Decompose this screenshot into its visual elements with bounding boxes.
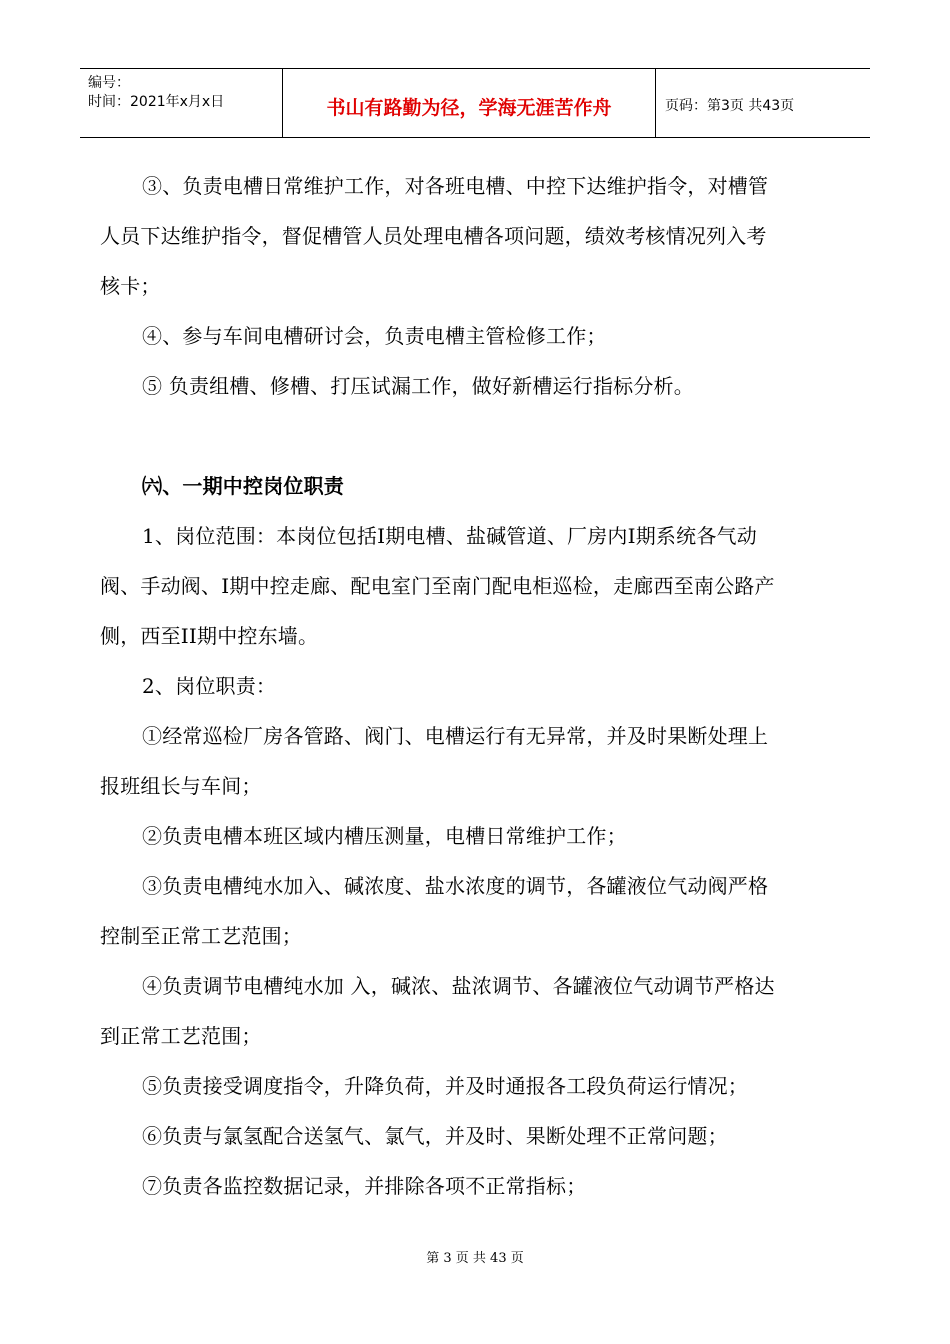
body-line: ③负责电槽纯水加入、碱浓度、盐水浓度的调节，各罐液位气动阀严格 [142,874,769,898]
body-line: 报班组长与车间； [100,774,262,798]
body-line: ①经常巡检厂房各管路、阀门、电槽运行有无异常，并及时果断处理上 [142,724,769,748]
body-line: 侧，西至II期中控东墙。 [100,624,319,648]
body-line: ②负责电槽本班区域内槽压测量，电槽日常维护工作； [142,824,627,848]
document-time-label: 时间：2021年x月x日 [88,94,225,110]
header-page-info: 页码：第3页 共43页 [665,98,795,114]
body-line: 到正常工艺范围； [100,1024,262,1048]
document-number-label: 编号： [88,75,130,91]
header-left-cell [80,69,282,137]
section-heading: ㈥、一期中控岗位职责 [142,474,344,498]
body-line: 阀、手动阀、I期中控走廊、配电室门至南门配电柜巡检，走廊西至南公路产 [100,574,775,598]
header-motto-cell [282,69,656,137]
page-header [80,68,870,138]
body-line: ⑤ 负责组槽、修槽、打压试漏工作，做好新槽运行指标分析。 [142,374,694,398]
body-line: 核卡； [100,274,161,298]
body-line: 1、岗位范围：本岗位包括I期电槽、盐碱管道、厂房内I期系统各气动 [142,524,757,548]
body-line: ③、负责电槽日常维护工作，对各班电槽、中控下达维护指令，对槽管 [142,174,769,198]
body-line: 人员下达维护指令，督促槽管人员处理电槽各项问题，绩效考核情况列入考 [100,224,767,248]
body-line: ⑥负责与氯氢配合送氢气、氯气，并及时、果断处理不正常问题； [142,1124,728,1148]
body-line: ④、参与车间电槽研讨会，负责电槽主管检修工作； [142,324,607,348]
header-right-cell [655,69,870,137]
page-footer: 第 3 页 共 43 页 [426,1251,524,1266]
body-line: 控制至正常工艺范围； [100,924,302,948]
body-line: ④负责调节电槽纯水加 入，碱浓、盐浓调节、各罐液位气动调节严格达 [142,974,775,998]
body-line: 2、岗位职责： [142,674,277,698]
header-motto: 书山有路勤为径，学海无涯苦作舟 [326,97,612,119]
body-line: ⑦负责各监控数据记录，并排除各项不正常指标； [142,1174,587,1198]
body-line: ⑤负责接受调度指令，升降负荷，并及时通报各工段负荷运行情况； [142,1074,748,1098]
